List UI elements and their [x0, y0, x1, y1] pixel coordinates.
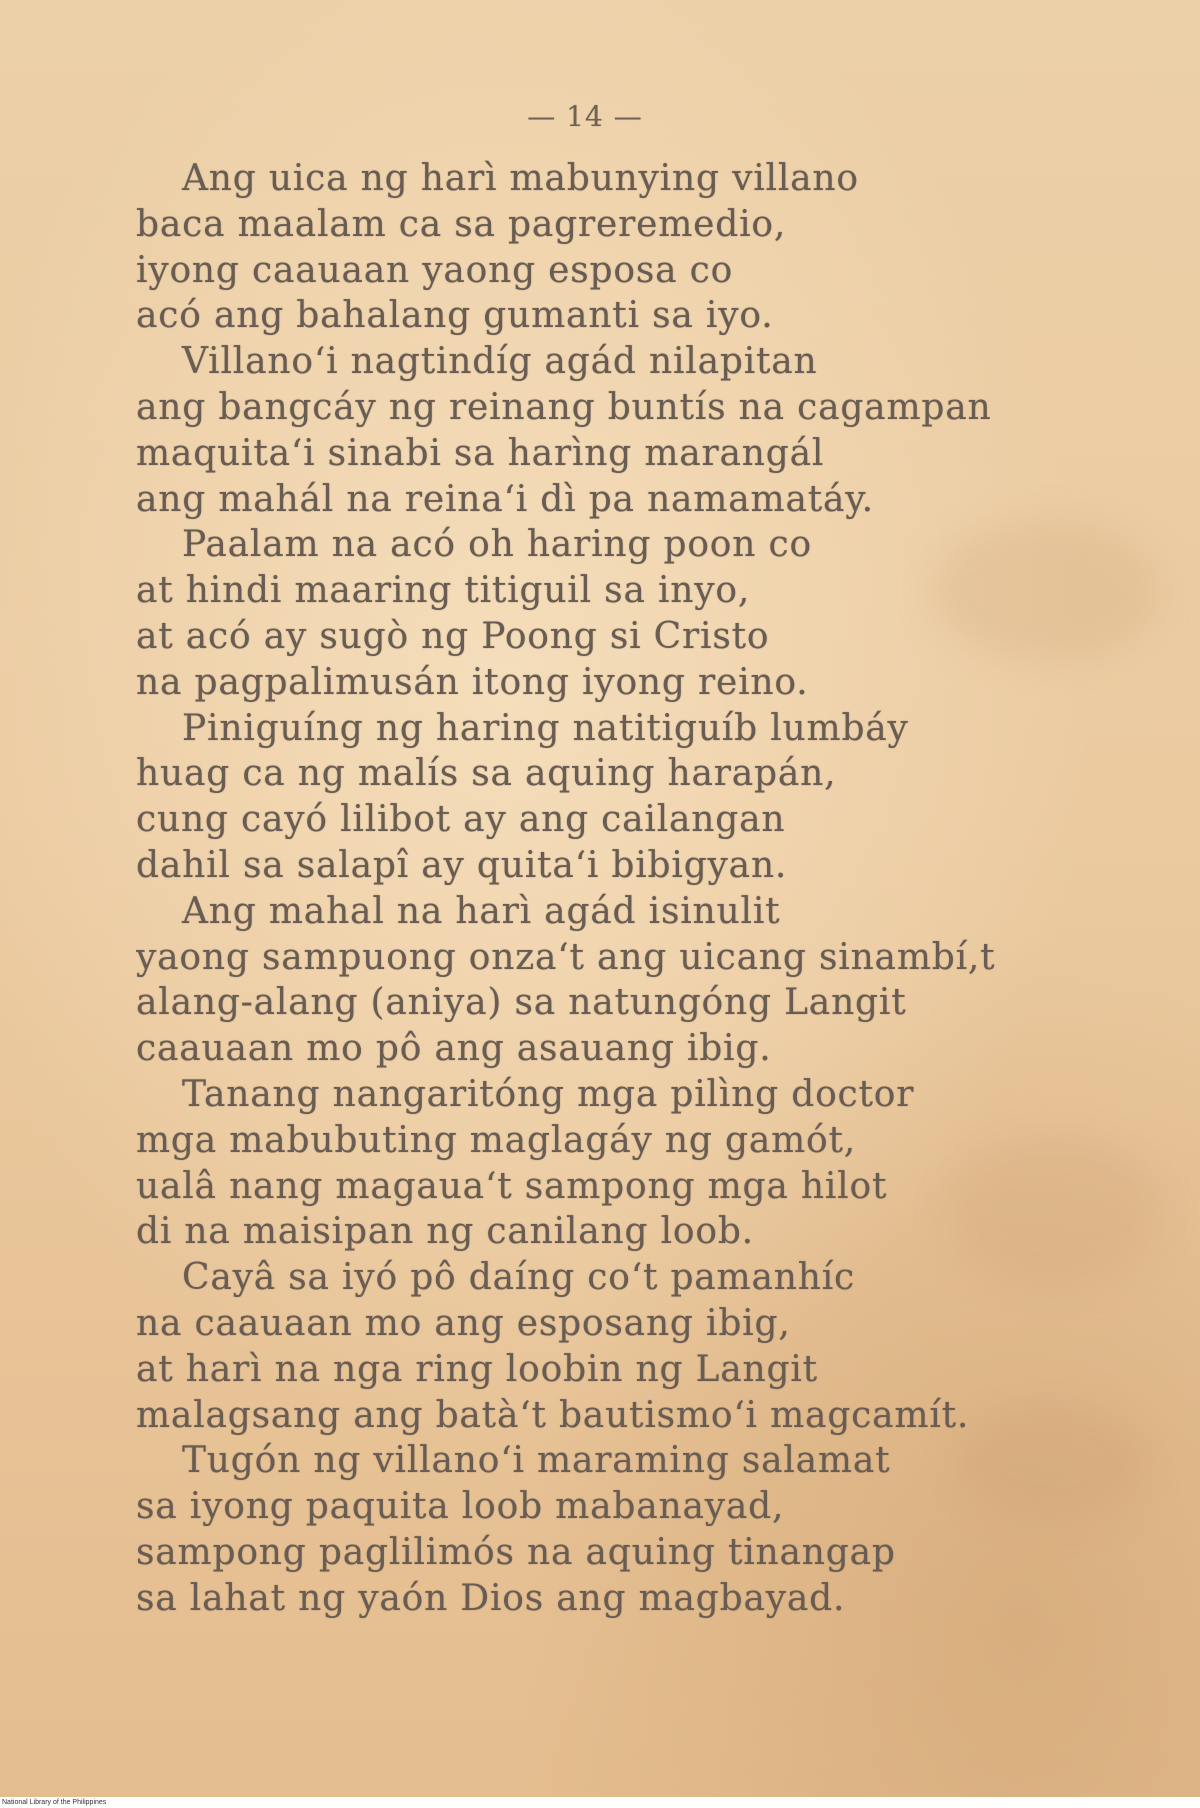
verse-line: sampong paglilimós na aquing tinangap [136, 1531, 896, 1573]
stanza [136, 889, 1146, 1072]
footer-band [0, 1797, 1200, 1808]
verse-line: na pagpalimusán itong iyong reino. [136, 661, 809, 703]
verse-line: cung cayó lilibot ay ang cailangan [136, 799, 786, 841]
verse-line: ualâ nang magaua‘t sampong mga hilot [136, 1165, 888, 1207]
verse-line: baca maalam ca sa pagreremedio, [136, 203, 787, 245]
verse-line: malagsang ang batà‘t bautismo‘i magcamít. [136, 1394, 970, 1436]
stanza [136, 1438, 1146, 1621]
verse-line: ang mahál na reina‘i dì pa namamatáy. [136, 478, 874, 520]
verse-line: Ang mahal na harì agád isinulit [182, 890, 781, 932]
verse-line: yaong sampuong onza‘t ang uicang sinambí,t [136, 936, 996, 978]
verse-line: Cayâ sa iyó pô daíng co‘t pamanhíc [182, 1257, 856, 1299]
poem-text [136, 156, 1146, 1622]
verse-line: dahil sa salapî ay quita‘i bibigyan. [136, 844, 788, 886]
library-credit: National Library of the Philippines [2, 1799, 107, 1806]
verse-line: sa lahat ng yaón Dios ang magbayad. [136, 1577, 846, 1619]
verse-line: at acó ay sugò ng Poong si Cristo [136, 615, 770, 657]
verse-line: sa iyong paquita loob mabanayad, [136, 1486, 785, 1528]
verse-line: huag ca ng malís sa aquing harapán, [136, 753, 837, 795]
stanza [136, 156, 1146, 339]
verse-line: ang bangcáy ng reinang buntís na cagampan [136, 386, 992, 428]
stanza [136, 1072, 1146, 1255]
verse-line: mga mabubuting maglagáy ng gamót, [136, 1119, 857, 1161]
page-number: — 14 — [527, 100, 643, 133]
verse-line: at hindi maaring titiguil sa inyo, [136, 570, 751, 612]
verse-line: acó ang bahalang gumanti sa iyo. [136, 295, 774, 337]
verse-line: na caauaan mo ang esposang ibig, [136, 1302, 791, 1344]
verse-line: caauaan mo pô ang asauang ibig. [136, 1028, 772, 1070]
stanza [136, 706, 1146, 889]
stanza [136, 339, 1146, 522]
stanza [136, 1255, 1146, 1438]
verse-line: Tanang nangaritóng mga pilìng doctor [182, 1073, 915, 1115]
verse-line: at harì na nga ring loobin ng Langit [136, 1348, 818, 1390]
verse-line: maquita‘i sinabi sa harìng marangál [136, 432, 825, 474]
verse-line: Paalam na acó oh haring poon co [182, 524, 812, 566]
verse-line: Villano‘i nagtindíg agád nilapitan [182, 341, 818, 383]
verse-line: di na maisipan ng canilang loob. [136, 1211, 754, 1253]
stanza [136, 522, 1146, 705]
verse-line: iyong caauaan yaong esposa co [136, 249, 734, 291]
verse-line: alang-alang (aniya) sa natungóng Langit [136, 982, 907, 1024]
verse-line: Ang uica ng harì mabunying villano [182, 158, 859, 199]
verse-line: Tugón ng villano‘i maraming salamat [182, 1440, 891, 1482]
verse-line: Piniguíng ng haring natitiguíb lumbáy [182, 707, 909, 749]
